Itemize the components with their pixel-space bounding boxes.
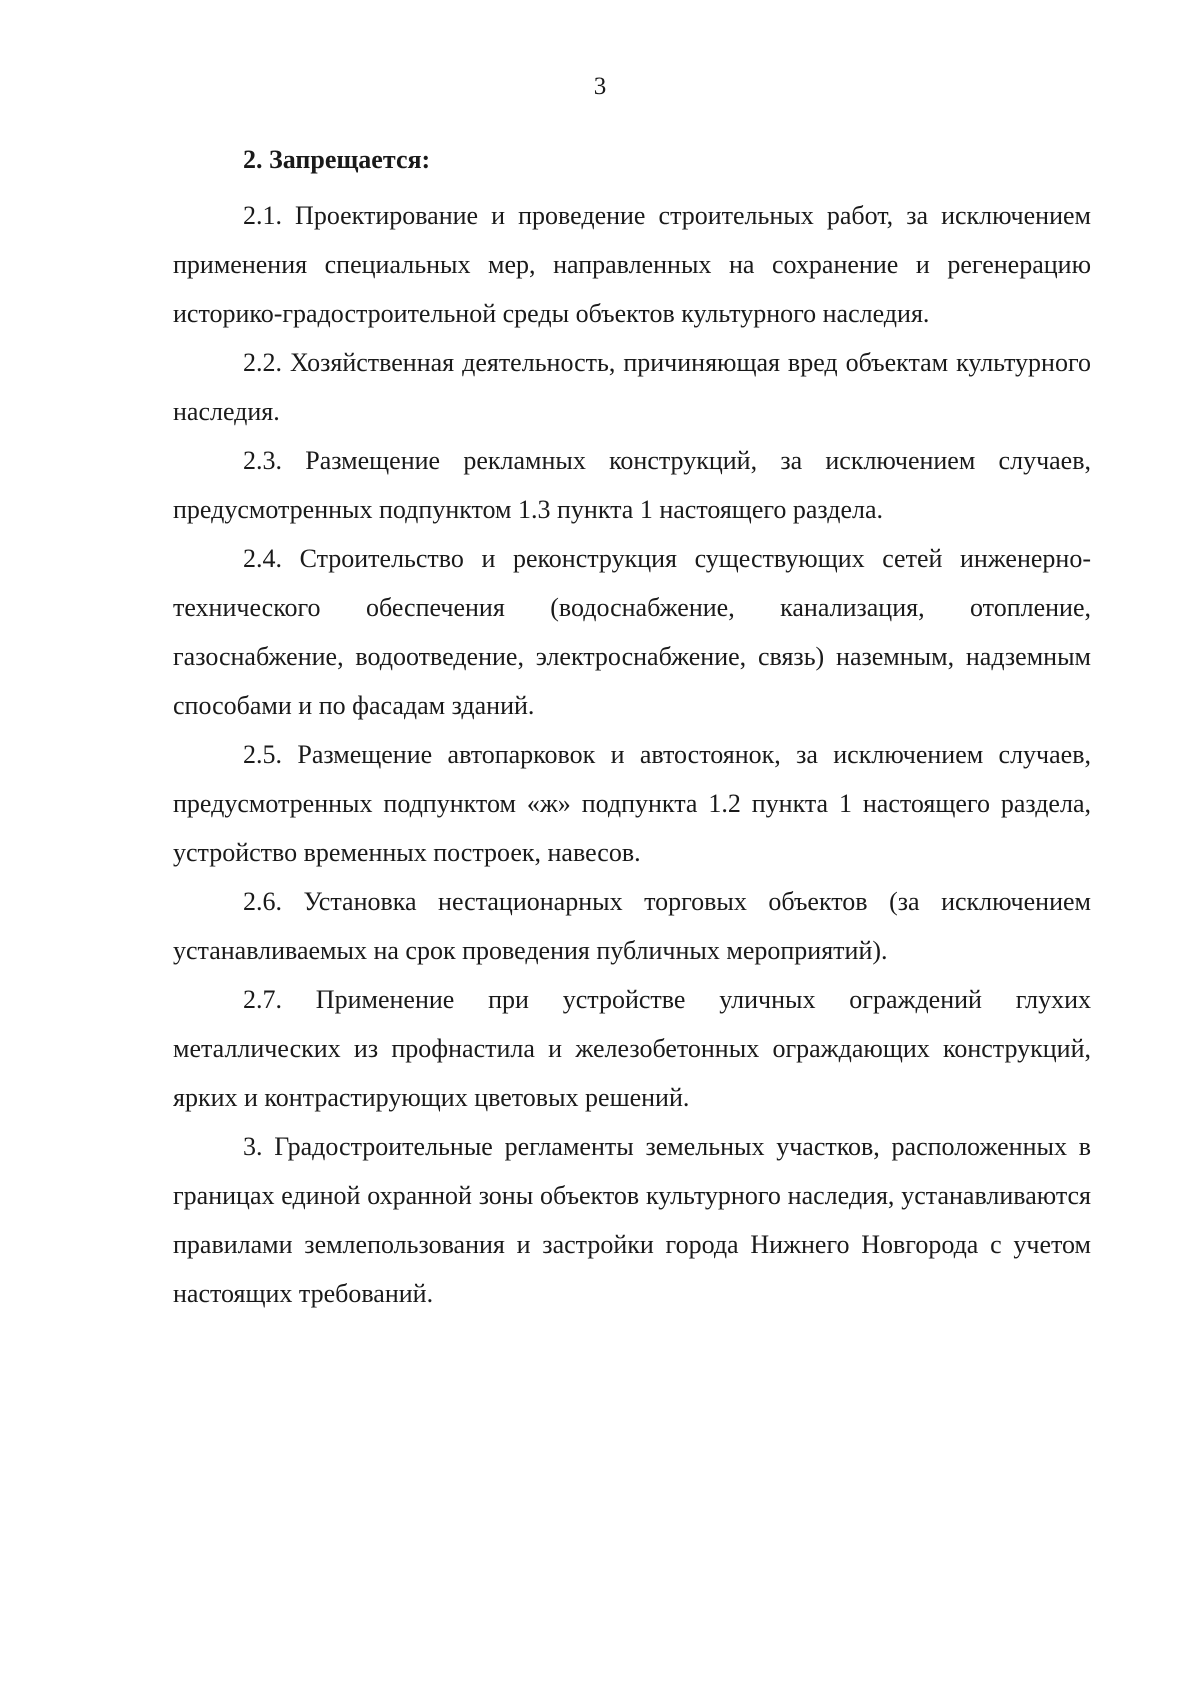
section-heading: 2. Запрещается:: [243, 145, 431, 174]
paragraph-2-7: 2.7. Применение при устройстве уличных ограждений глухих металлических из профнастила и железобетонных ограждающих конструкций, ярких и контрастирующих цветовых решений.: [173, 985, 1091, 1112]
page-number: 3: [593, 73, 607, 100]
paragraph-2-2: 2.2. Хозяйственная деятельность, причиняющая вред объектам культурного наследия.: [173, 348, 1091, 426]
document-body: [173, 136, 1091, 1318]
paragraph-3: 3. Градостроительные регламенты земельных участков, расположенных в границах единой охранной зоны объектов культурного наследия, устанавливаются правилами землепользования и застройки города Нижнего Новгорода с учетом настоящих требований.: [173, 1132, 1091, 1308]
paragraph-2-4: 2.4. Строительство и реконструкция существующих сетей инженерно-технического обеспечения (водоснабжение, канализация, отопление, газоснабжение, водоотведение, электроснабжение, связь) наземным, надземным способами и по фасадам зданий.: [173, 544, 1091, 720]
paragraph-2-6: 2.6. Установка нестационарных торговых объектов (за исключением устанавливаемых на срок проведения публичных мероприятий).: [173, 887, 1091, 965]
paragraph-2-5: 2.5. Размещение автопарковок и автостоянок, за исключением случаев, предусмотренных подпунктом «ж» подпункта 1.2 пункта 1 настоящего раздела, устройство временных построек, навесов.: [173, 740, 1091, 867]
paragraph-2-3: 2.3. Размещение рекламных конструкций, за исключением случаев, предусмотренных подпунктом 1.3 пункта 1 настоящего раздела.: [173, 446, 1091, 524]
paragraph-2-1: 2.1. Проектирование и проведение строительных работ, за исключением применения специальных мер, направленных на сохранение и регенерацию историко-градостроительной среды объектов культурного наследия.: [173, 201, 1091, 328]
